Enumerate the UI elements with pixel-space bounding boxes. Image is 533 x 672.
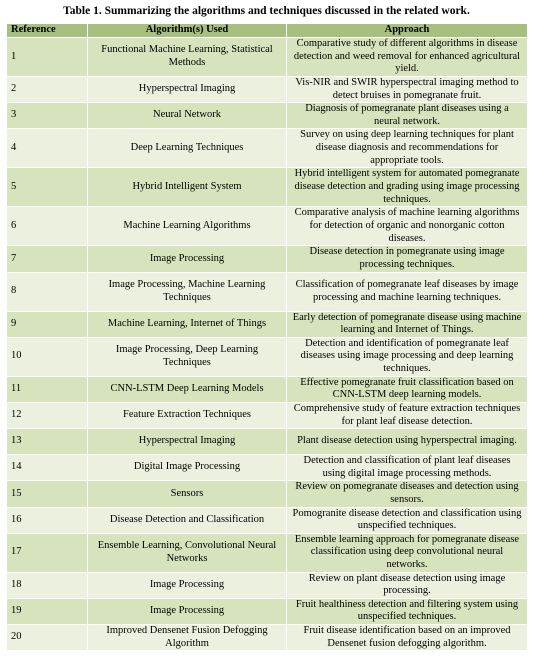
reference-cell: 10 (7, 337, 88, 376)
reference-cell: 2 (7, 77, 88, 103)
algorithm-cell: Ensemble Learning, Convolutional Neural Networks (88, 533, 287, 572)
table-row (7, 376, 528, 402)
reference-cell: 8 (7, 272, 88, 311)
approach-cell: Vis-NIR and SWIR hyperspectral imaging method to detect bruises in pomegranate fruit. (287, 77, 528, 103)
related-work-table (6, 23, 528, 651)
table-row (7, 272, 528, 311)
approach-cell: Disease detection in pomegranate using image processing techniques. (287, 246, 528, 272)
approach-cell: Review on plant disease detection using image processing. (287, 572, 528, 598)
reference-cell: 3 (7, 103, 88, 129)
algorithm-cell: Hyperspectral Imaging (88, 429, 287, 455)
header-algorithms: Algorithm(s) Used (88, 24, 287, 38)
table-row (7, 129, 528, 168)
table-row (7, 533, 528, 572)
approach-cell: Early detection of pomegranate disease using machine learning and Internet of Things. (287, 311, 528, 337)
reference-cell: 16 (7, 507, 88, 533)
header-reference: Reference (7, 24, 88, 38)
approach-cell: Fruit healthiness detection and filtering system using unspecified techniques. (287, 598, 528, 624)
algorithm-cell: Image Processing, Deep Learning Techniques (88, 337, 287, 376)
algorithm-cell: Digital Image Processing (88, 455, 287, 481)
table-row (7, 481, 528, 507)
table-row (7, 455, 528, 481)
table-row (7, 429, 528, 455)
table-row (7, 311, 528, 337)
reference-cell: 5 (7, 168, 88, 207)
algorithm-cell: Machine Learning Algorithms (88, 207, 287, 246)
approach-cell: Comprehensive study of feature extraction techniques for plant leaf disease detection. (287, 402, 528, 428)
algorithm-cell: Deep Learning Techniques (88, 129, 287, 168)
reference-cell: 19 (7, 598, 88, 624)
table-row (7, 103, 528, 129)
reference-cell: 14 (7, 455, 88, 481)
approach-cell: Hybrid intelligent system for automated pomegranate disease detection and grading using image processing techniques. (287, 168, 528, 207)
reference-cell: 15 (7, 481, 88, 507)
approach-cell: Classification of pomegranate leaf diseases by image processing and machine learning techniques. (287, 272, 528, 311)
reference-cell: 12 (7, 402, 88, 428)
algorithm-cell: Image Processing (88, 598, 287, 624)
algorithm-cell: Neural Network (88, 103, 287, 129)
approach-cell: Review on pomegranate diseases and detection using sensors. (287, 481, 528, 507)
reference-cell: 9 (7, 311, 88, 337)
approach-cell: Plant disease detection using hyperspectral imaging. (287, 429, 528, 455)
table-row (7, 402, 528, 428)
algorithm-cell: Hyperspectral Imaging (88, 77, 287, 103)
reference-cell: 20 (7, 625, 88, 651)
reference-cell: 6 (7, 207, 88, 246)
table-row (7, 77, 528, 103)
reference-cell: 17 (7, 533, 88, 572)
algorithm-cell: Image Processing (88, 572, 287, 598)
table-caption: Table 1. Summarizing the algorithms and techniques discussed in the related work. (63, 5, 470, 17)
algorithm-cell: Disease Detection and Classification (88, 507, 287, 533)
reference-cell: 4 (7, 129, 88, 168)
table-row (7, 337, 528, 376)
reference-cell: 7 (7, 246, 88, 272)
algorithm-cell: Feature Extraction Techniques (88, 402, 287, 428)
approach-cell: Fruit disease identification based on an improved Densenet fusion defogging algorithm. (287, 625, 528, 651)
reference-cell: 11 (7, 376, 88, 402)
table-row (7, 507, 528, 533)
algorithm-cell: Sensors (88, 481, 287, 507)
approach-cell: Pomogranite disease detection and classification using unspecified techniques. (287, 507, 528, 533)
reference-cell: 1 (7, 38, 88, 77)
approach-cell: Ensemble learning approach for pomegranate disease classification using deep convolutional neural networks. (287, 533, 528, 572)
algorithm-cell: Image Processing (88, 246, 287, 272)
algorithm-cell: Hybrid Intelligent System (88, 168, 287, 207)
table-row (7, 246, 528, 272)
approach-cell: Detection and classification of plant leaf diseases using digital image processing methods. (287, 455, 528, 481)
approach-cell: Diagnosis of pomegranate plant diseases using a neural network. (287, 103, 528, 129)
approach-cell: Comparative analysis of machine learning algorithms for detection of organic and nonorganic cotton diseases. (287, 207, 528, 246)
table-row (7, 168, 528, 207)
algorithm-cell: Improved Densenet Fusion Defogging Algorithm (88, 625, 287, 651)
table-row (7, 625, 528, 651)
approach-cell: Effective pomegranate fruit classification based on CNN-LSTM deep learning models. (287, 376, 528, 402)
approach-cell: Survey on using deep learning techniques for plant disease diagnosis and recommendations for appropriate tools. (287, 129, 528, 168)
table-row (7, 598, 528, 624)
header-approach: Approach (287, 24, 528, 38)
table-row (7, 572, 528, 598)
header-row (7, 24, 528, 38)
table-row (7, 207, 528, 246)
table-row (7, 38, 528, 77)
algorithm-cell: CNN-LSTM Deep Learning Models (88, 376, 287, 402)
approach-cell: Detection and identification of pomegranate leaf diseases using image processing and deep learning techniques. (287, 337, 528, 376)
approach-cell: Comparative study of different algorithms in disease detection and weed removal for enhanced agricultural yield. (287, 38, 528, 77)
algorithm-cell: Image Processing, Machine Learning Techniques (88, 272, 287, 311)
algorithm-cell: Functional Machine Learning, Statistical Methods (88, 38, 287, 77)
reference-cell: 18 (7, 572, 88, 598)
reference-cell: 13 (7, 429, 88, 455)
algorithm-cell: Machine Learning, Internet of Things (88, 311, 287, 337)
